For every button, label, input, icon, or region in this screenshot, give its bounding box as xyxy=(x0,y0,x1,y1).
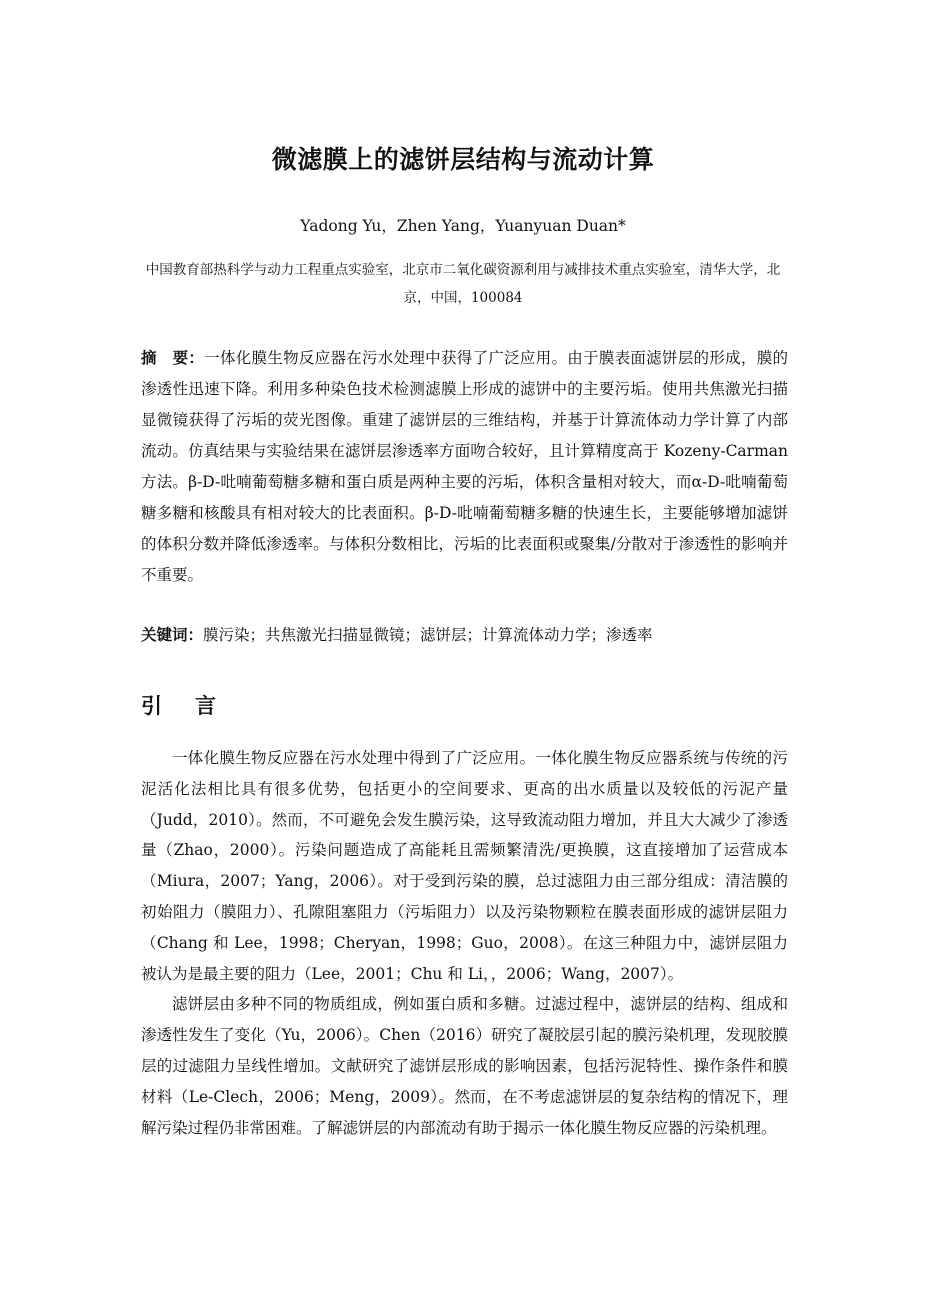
paragraph: 一体化膜生物反应器在污水处理中得到了广泛应用。一体化膜生物反应器系统与传统的污泥活化法相比具有很多优势，包括更小的空间要求、更高的出水质量以及较低的污泥产量（Judd，2010）。然而，不可避免会发生膜污染，这导致流动阻力增加，并且大大减少了渗透量（Zhao，2000）。污染问题造成了高能耗且需频繁清洗/更换膜，这直接增加了运营成本（Miura，2007；Yang，2006）。对于受到污染的膜，总过滤阻力由三部分组成：清洁膜的初始阻力（膜阻力）、孔隙阻塞阻力（污垢阻力）以及污染物颗粒在膜表面形成的滤饼层阻力（Chang 和 Lee，1998；Cheryan，1998；Guo，2008）。在这三种阻力中，滤饼层阻力被认为是最主要的阻力（Lee，2001；Chu 和 Li，，2006；Wang，2007）。 xyxy=(141,749,788,983)
affiliation: 中国教育部热科学与动力工程重点实验室，北京市二氧化碳资源利用与减排技术重点实验室，清华大学，北京，中国，100084 xyxy=(145,262,781,306)
paragraph: 滤饼层由多种不同的物质组成，例如蛋白质和多糖。过滤过程中，滤饼层的结构、组成和渗透性发生了变化（Yu，2006）。Chen（2016）研究了凝胶层引起的膜污染机理，发现胶膜层的过滤阻力呈线性增加。文献研究了滤饼层形成的影响因素，包括污泥特性、操作条件和膜材料（Le-Clech，2006；Meng，2009）。然而，在不考虑滤饼层的复杂结构的情况下，理解污染过程仍非常困难。了解滤饼层的内部流动有助于揭示一体化膜生物反应器的污染机理。 xyxy=(141,995,788,1137)
abstract-text: 一体化膜生物反应器在污水处理中获得了广泛应用。由于膜表面滤饼层的形成，膜的渗透性迅速下降。利用多种染色技术检测滤膜上形成的滤饼中的主要污垢。使用共焦激光扫描显微镜获得了污垢的荧光图像。重建了滤饼层的三维结构，并基于计算流体动力学计算了内部流动。仿真结果与实验结果在滤饼层渗透率方面吻合较好，且计算精度高于 Kozeny-Carman 方法。β-D-吡喃葡萄糖多糖和蛋白质是两种主要的污垢，体积含量相对较大，而α-D-吡喃葡萄糖多糖和核酸具有相对较大的比表面积。β-D-吡喃葡萄糖多糖的快速生长，主要能够增加滤饼的体积分数并降低渗透率。与体积分数相比，污垢的比表面积或聚集/分散对于渗透性的影响并不重要。 xyxy=(141,349,788,584)
abstract-label: 摘 要： xyxy=(141,349,205,367)
keywords-text: 膜污染；共焦激光扫描显微镜；滤饼层；计算流体动力学；渗透率 xyxy=(203,626,653,644)
author-list: Yadong Yu，Zhen Yang，Yuanyuan Duan* xyxy=(300,217,626,235)
keywords-label: 关键词： xyxy=(141,626,204,644)
introduction-body xyxy=(141,743,788,1143)
section-heading-introduction: 引 言 xyxy=(141,694,222,718)
abstract xyxy=(141,343,788,591)
paper-title: 微滤膜上的滤饼层结构与流动计算 xyxy=(271,145,655,174)
keywords xyxy=(141,620,788,651)
